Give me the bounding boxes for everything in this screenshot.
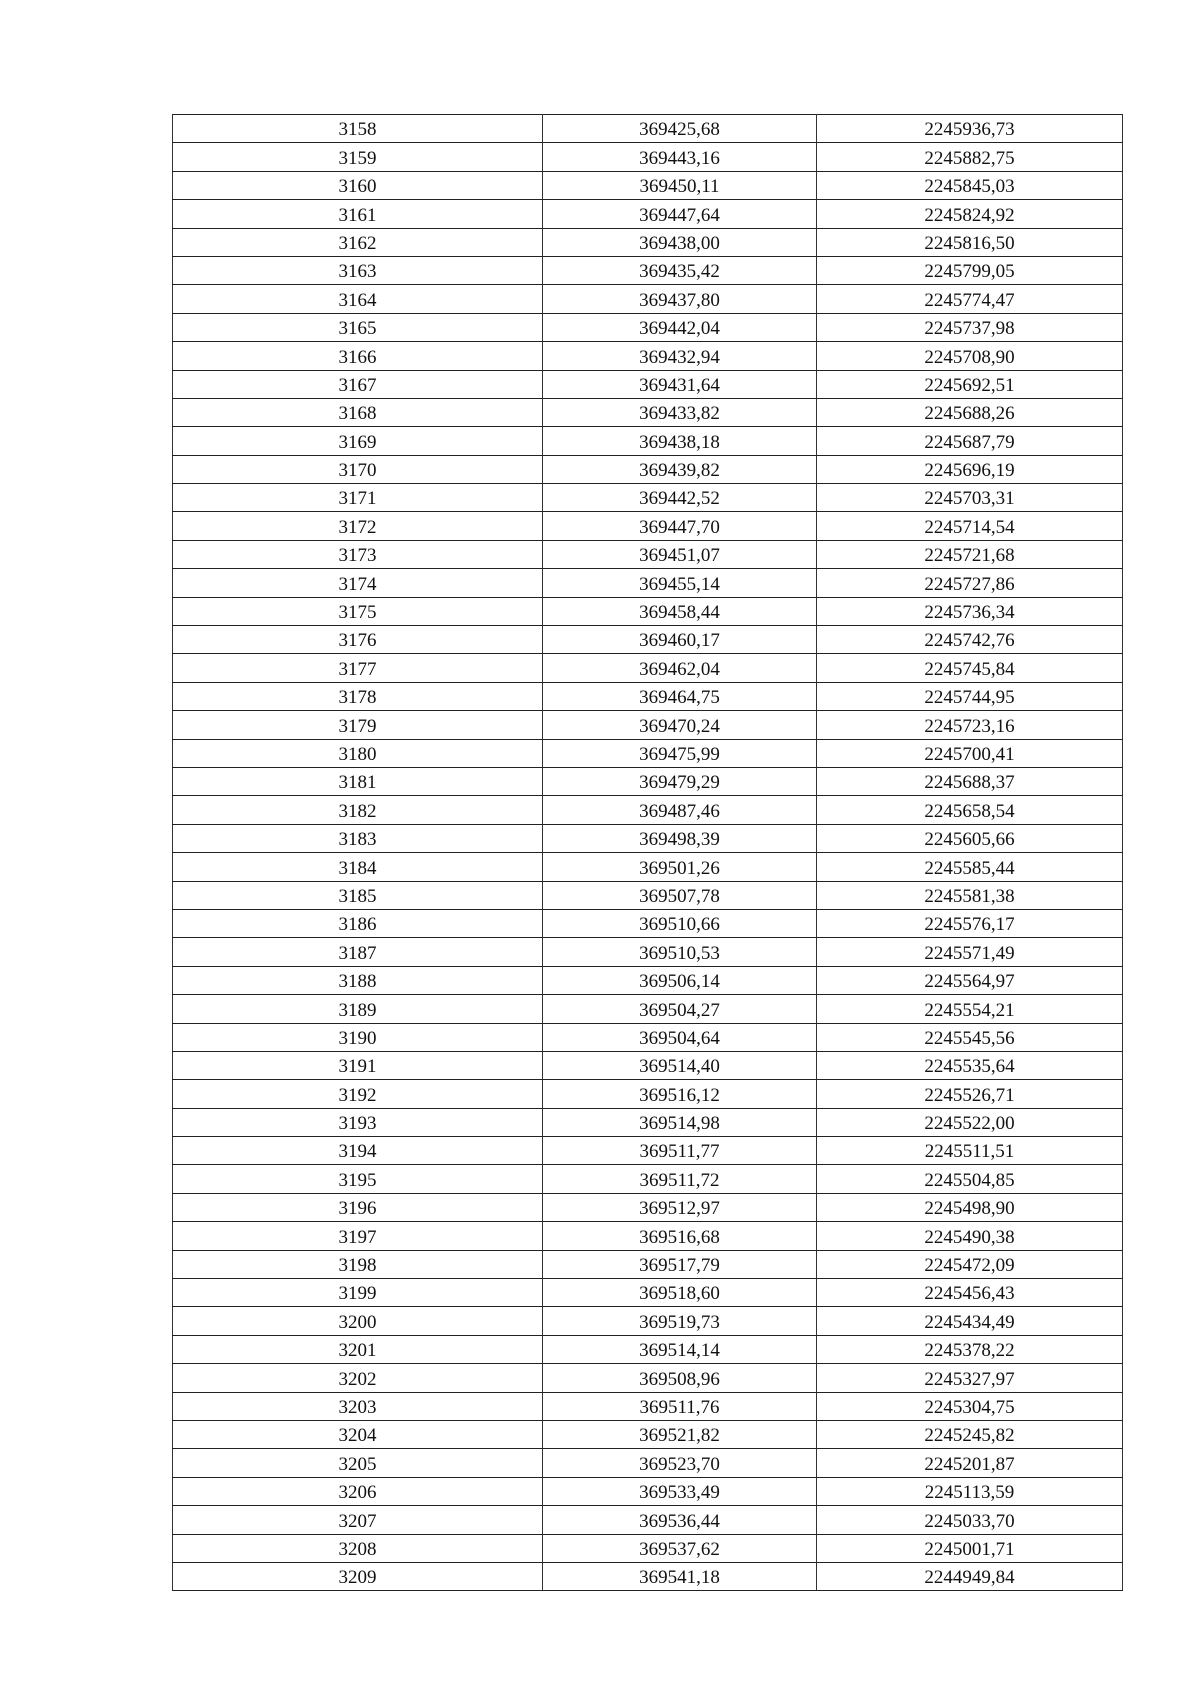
y-coordinate-cell: 2245327,97 [817, 1364, 1123, 1392]
x-coordinate-cell: 369437,80 [543, 285, 817, 313]
point-number-cell: 3168 [173, 398, 543, 426]
y-coordinate-cell: 2245708,90 [817, 342, 1123, 370]
table-row [173, 1279, 1123, 1307]
point-number-cell: 3186 [173, 909, 543, 937]
point-number-cell: 3187 [173, 938, 543, 966]
point-number-cell: 3198 [173, 1250, 543, 1278]
table-row [173, 1506, 1123, 1534]
point-number-cell: 3160 [173, 171, 543, 199]
point-number-cell: 3184 [173, 853, 543, 881]
y-coordinate-cell: 2245535,64 [817, 1051, 1123, 1079]
x-coordinate-cell: 369438,18 [543, 427, 817, 455]
table-row [173, 1108, 1123, 1136]
table-row [173, 767, 1123, 795]
x-coordinate-cell: 369443,16 [543, 143, 817, 171]
table-row [173, 1250, 1123, 1278]
x-coordinate-cell: 369537,62 [543, 1534, 817, 1562]
y-coordinate-cell: 2245576,17 [817, 909, 1123, 937]
x-coordinate-cell: 369475,99 [543, 739, 817, 767]
point-number-cell: 3185 [173, 881, 543, 909]
table-row [173, 909, 1123, 937]
table-row [173, 1080, 1123, 1108]
point-number-cell: 3193 [173, 1108, 543, 1136]
y-coordinate-cell: 2245687,79 [817, 427, 1123, 455]
y-coordinate-cell: 2245936,73 [817, 115, 1123, 143]
table-row [173, 115, 1123, 143]
table-row [173, 569, 1123, 597]
y-coordinate-cell: 2245845,03 [817, 171, 1123, 199]
table-row [173, 938, 1123, 966]
table-row [173, 1222, 1123, 1250]
y-coordinate-cell: 2245498,90 [817, 1193, 1123, 1221]
table-row [173, 739, 1123, 767]
point-number-cell: 3179 [173, 711, 543, 739]
point-number-cell: 3159 [173, 143, 543, 171]
table-row [173, 966, 1123, 994]
table-row [173, 824, 1123, 852]
y-coordinate-cell: 2245745,84 [817, 654, 1123, 682]
y-coordinate-cell: 2245774,47 [817, 285, 1123, 313]
point-number-cell: 3166 [173, 342, 543, 370]
x-coordinate-cell: 369425,68 [543, 115, 817, 143]
point-number-cell: 3170 [173, 455, 543, 483]
table-row [173, 1307, 1123, 1335]
y-coordinate-cell: 2245245,82 [817, 1420, 1123, 1448]
y-coordinate-cell: 2245581,38 [817, 881, 1123, 909]
point-number-cell: 3192 [173, 1080, 543, 1108]
x-coordinate-cell: 369504,64 [543, 1023, 817, 1051]
y-coordinate-cell: 2245727,86 [817, 569, 1123, 597]
y-coordinate-cell: 2245545,56 [817, 1023, 1123, 1051]
table-row [173, 342, 1123, 370]
y-coordinate-cell: 2245511,51 [817, 1137, 1123, 1165]
x-coordinate-cell: 369450,11 [543, 171, 817, 199]
point-number-cell: 3165 [173, 313, 543, 341]
y-coordinate-cell: 2244949,84 [817, 1562, 1123, 1590]
table-row [173, 1562, 1123, 1590]
x-coordinate-cell: 369432,94 [543, 342, 817, 370]
point-number-cell: 3183 [173, 824, 543, 852]
x-coordinate-cell: 369487,46 [543, 796, 817, 824]
y-coordinate-cell: 2245201,87 [817, 1449, 1123, 1477]
table-row [173, 427, 1123, 455]
x-coordinate-cell: 369447,70 [543, 512, 817, 540]
table-row [173, 228, 1123, 256]
table-row [173, 853, 1123, 881]
x-coordinate-cell: 369433,82 [543, 398, 817, 426]
x-coordinate-cell: 369507,78 [543, 881, 817, 909]
y-coordinate-cell: 2245721,68 [817, 540, 1123, 568]
table-row [173, 1335, 1123, 1363]
y-coordinate-cell: 2245736,34 [817, 597, 1123, 625]
table-row [173, 995, 1123, 1023]
point-number-cell: 3202 [173, 1364, 543, 1392]
point-number-cell: 3172 [173, 512, 543, 540]
x-coordinate-cell: 369504,27 [543, 995, 817, 1023]
table-row [173, 1392, 1123, 1420]
table-row [173, 455, 1123, 483]
x-coordinate-cell: 369510,53 [543, 938, 817, 966]
y-coordinate-cell: 2245585,44 [817, 853, 1123, 881]
point-number-cell: 3197 [173, 1222, 543, 1250]
point-number-cell: 3177 [173, 654, 543, 682]
point-number-cell: 3188 [173, 966, 543, 994]
table-row [173, 256, 1123, 284]
x-coordinate-cell: 369523,70 [543, 1449, 817, 1477]
point-number-cell: 3176 [173, 626, 543, 654]
table-row [173, 512, 1123, 540]
x-coordinate-cell: 369442,04 [543, 313, 817, 341]
y-coordinate-cell: 2245456,43 [817, 1279, 1123, 1307]
point-number-cell: 3189 [173, 995, 543, 1023]
point-number-cell: 3173 [173, 540, 543, 568]
point-number-cell: 3169 [173, 427, 543, 455]
point-number-cell: 3161 [173, 200, 543, 228]
x-coordinate-cell: 369541,18 [543, 1562, 817, 1590]
x-coordinate-cell: 369462,04 [543, 654, 817, 682]
y-coordinate-cell: 2245816,50 [817, 228, 1123, 256]
point-number-cell: 3206 [173, 1477, 543, 1505]
y-coordinate-cell: 2245490,38 [817, 1222, 1123, 1250]
table-row [173, 1534, 1123, 1562]
point-number-cell: 3171 [173, 484, 543, 512]
x-coordinate-cell: 369536,44 [543, 1506, 817, 1534]
table-row [173, 398, 1123, 426]
x-coordinate-cell: 369518,60 [543, 1279, 817, 1307]
table-row [173, 1477, 1123, 1505]
point-number-cell: 3182 [173, 796, 543, 824]
table-row [173, 540, 1123, 568]
x-coordinate-cell: 369506,14 [543, 966, 817, 994]
point-number-cell: 3203 [173, 1392, 543, 1420]
table-row [173, 1051, 1123, 1079]
y-coordinate-cell: 2245658,54 [817, 796, 1123, 824]
x-coordinate-cell: 369439,82 [543, 455, 817, 483]
y-coordinate-cell: 2245554,21 [817, 995, 1123, 1023]
table-row [173, 1193, 1123, 1221]
point-number-cell: 3174 [173, 569, 543, 597]
y-coordinate-cell: 2245434,49 [817, 1307, 1123, 1335]
point-number-cell: 3162 [173, 228, 543, 256]
x-coordinate-cell: 369458,44 [543, 597, 817, 625]
table-row [173, 370, 1123, 398]
y-coordinate-cell: 2245703,31 [817, 484, 1123, 512]
point-number-cell: 3191 [173, 1051, 543, 1079]
x-coordinate-cell: 369479,29 [543, 767, 817, 795]
y-coordinate-cell: 2245688,26 [817, 398, 1123, 426]
y-coordinate-cell: 2245723,16 [817, 711, 1123, 739]
x-coordinate-cell: 369442,52 [543, 484, 817, 512]
x-coordinate-cell: 369514,98 [543, 1108, 817, 1136]
table-row [173, 654, 1123, 682]
x-coordinate-cell: 369508,96 [543, 1364, 817, 1392]
table-row [173, 682, 1123, 710]
y-coordinate-cell: 2245744,95 [817, 682, 1123, 710]
x-coordinate-cell: 369438,00 [543, 228, 817, 256]
table-row [173, 143, 1123, 171]
point-number-cell: 3208 [173, 1534, 543, 1562]
point-number-cell: 3158 [173, 115, 543, 143]
x-coordinate-cell: 369516,68 [543, 1222, 817, 1250]
x-coordinate-cell: 369517,79 [543, 1250, 817, 1278]
y-coordinate-cell: 2245504,85 [817, 1165, 1123, 1193]
point-number-cell: 3167 [173, 370, 543, 398]
table-row [173, 1165, 1123, 1193]
table-row [173, 313, 1123, 341]
table-row [173, 1023, 1123, 1051]
x-coordinate-cell: 369511,72 [543, 1165, 817, 1193]
y-coordinate-cell: 2245692,51 [817, 370, 1123, 398]
y-coordinate-cell: 2245522,00 [817, 1108, 1123, 1136]
y-coordinate-cell: 2245113,59 [817, 1477, 1123, 1505]
x-coordinate-cell: 369510,66 [543, 909, 817, 937]
y-coordinate-cell: 2245605,66 [817, 824, 1123, 852]
y-coordinate-cell: 2245564,97 [817, 966, 1123, 994]
table-row [173, 171, 1123, 199]
y-coordinate-cell: 2245688,37 [817, 767, 1123, 795]
point-number-cell: 3205 [173, 1449, 543, 1477]
y-coordinate-cell: 2245378,22 [817, 1335, 1123, 1363]
x-coordinate-cell: 369501,26 [543, 853, 817, 881]
table-row [173, 1449, 1123, 1477]
x-coordinate-cell: 369514,14 [543, 1335, 817, 1363]
y-coordinate-cell: 2245824,92 [817, 200, 1123, 228]
y-coordinate-cell: 2245700,41 [817, 739, 1123, 767]
y-coordinate-cell: 2245714,54 [817, 512, 1123, 540]
point-number-cell: 3209 [173, 1562, 543, 1590]
y-coordinate-cell: 2245882,75 [817, 143, 1123, 171]
point-number-cell: 3190 [173, 1023, 543, 1051]
point-number-cell: 3204 [173, 1420, 543, 1448]
x-coordinate-cell: 369431,64 [543, 370, 817, 398]
x-coordinate-cell: 369460,17 [543, 626, 817, 654]
y-coordinate-cell: 2245696,19 [817, 455, 1123, 483]
y-coordinate-cell: 2245472,09 [817, 1250, 1123, 1278]
table-row [173, 626, 1123, 654]
coordinates-table-body [173, 115, 1123, 1591]
x-coordinate-cell: 369516,12 [543, 1080, 817, 1108]
x-coordinate-cell: 369470,24 [543, 711, 817, 739]
point-number-cell: 3164 [173, 285, 543, 313]
point-number-cell: 3194 [173, 1137, 543, 1165]
table-row [173, 881, 1123, 909]
point-number-cell: 3178 [173, 682, 543, 710]
table-row [173, 200, 1123, 228]
x-coordinate-cell: 369435,42 [543, 256, 817, 284]
point-number-cell: 3201 [173, 1335, 543, 1363]
y-coordinate-cell: 2245799,05 [817, 256, 1123, 284]
y-coordinate-cell: 2245001,71 [817, 1534, 1123, 1562]
table-row [173, 796, 1123, 824]
x-coordinate-cell: 369521,82 [543, 1420, 817, 1448]
x-coordinate-cell: 369464,75 [543, 682, 817, 710]
point-number-cell: 3200 [173, 1307, 543, 1335]
x-coordinate-cell: 369512,97 [543, 1193, 817, 1221]
point-number-cell: 3163 [173, 256, 543, 284]
table-row [173, 1364, 1123, 1392]
x-coordinate-cell: 369455,14 [543, 569, 817, 597]
table-row [173, 484, 1123, 512]
point-number-cell: 3175 [173, 597, 543, 625]
point-number-cell: 3199 [173, 1279, 543, 1307]
y-coordinate-cell: 2245737,98 [817, 313, 1123, 341]
table-row [173, 1137, 1123, 1165]
point-number-cell: 3207 [173, 1506, 543, 1534]
point-number-cell: 3181 [173, 767, 543, 795]
x-coordinate-cell: 369498,39 [543, 824, 817, 852]
x-coordinate-cell: 369533,49 [543, 1477, 817, 1505]
x-coordinate-cell: 369514,40 [543, 1051, 817, 1079]
y-coordinate-cell: 2245526,71 [817, 1080, 1123, 1108]
table-row [173, 285, 1123, 313]
y-coordinate-cell: 2245742,76 [817, 626, 1123, 654]
point-number-cell: 3196 [173, 1193, 543, 1221]
x-coordinate-cell: 369451,07 [543, 540, 817, 568]
x-coordinate-cell: 369447,64 [543, 200, 817, 228]
x-coordinate-cell: 369511,77 [543, 1137, 817, 1165]
x-coordinate-cell: 369511,76 [543, 1392, 817, 1420]
table-row [173, 711, 1123, 739]
y-coordinate-cell: 2245304,75 [817, 1392, 1123, 1420]
point-number-cell: 3180 [173, 739, 543, 767]
table-row [173, 597, 1123, 625]
x-coordinate-cell: 369519,73 [543, 1307, 817, 1335]
point-number-cell: 3195 [173, 1165, 543, 1193]
table-row [173, 1420, 1123, 1448]
y-coordinate-cell: 2245033,70 [817, 1506, 1123, 1534]
coordinates-table [172, 114, 1123, 1591]
y-coordinate-cell: 2245571,49 [817, 938, 1123, 966]
